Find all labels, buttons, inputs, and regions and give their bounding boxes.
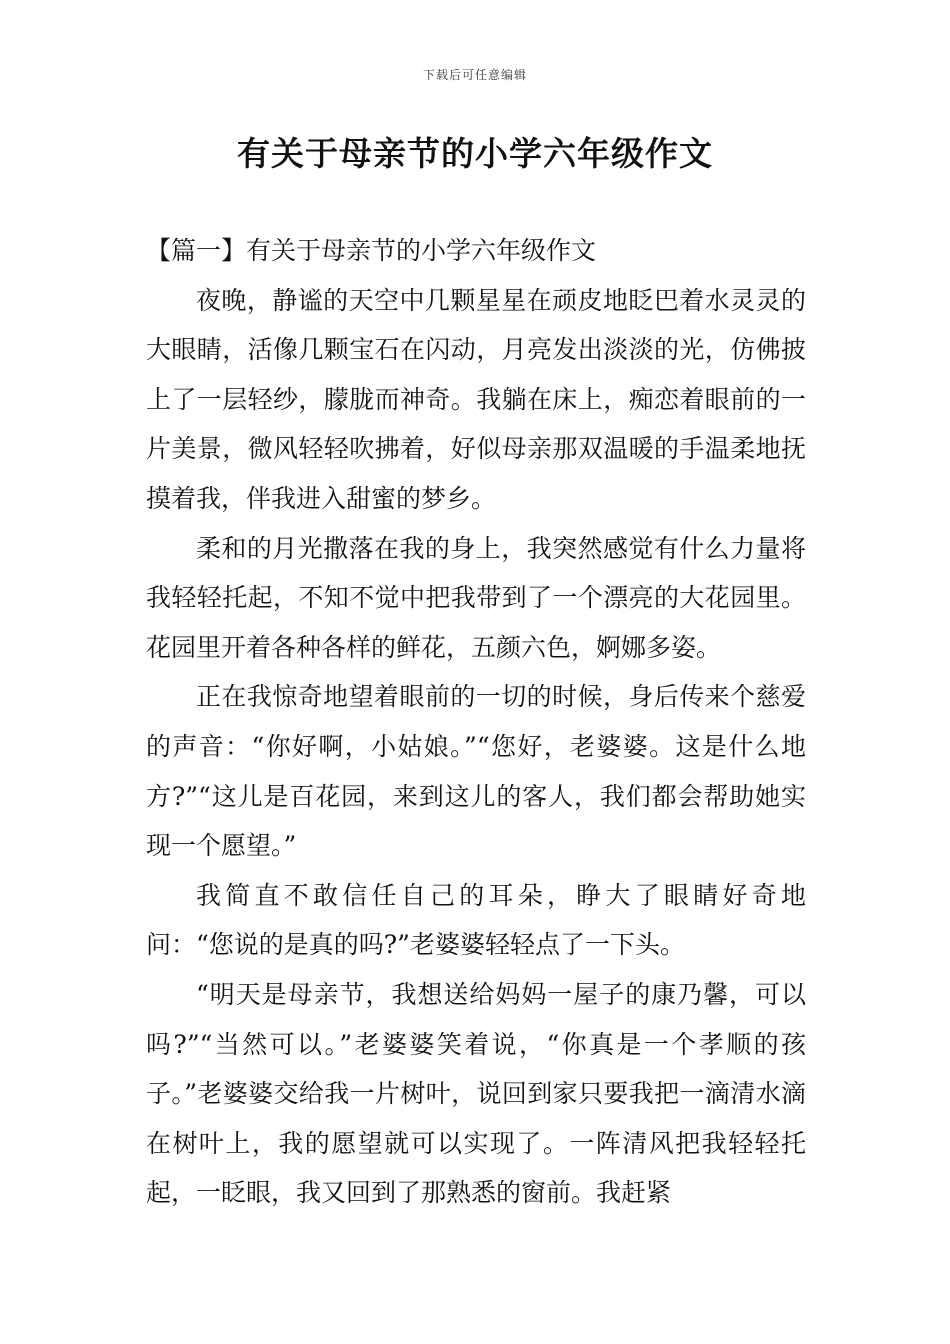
paragraph-4: 我简直不敢信任自己的耳朵，睁大了眼睛好奇地问：“您说的是真的吗?”老婆婆轻轻点了一下头。 — [146, 880, 806, 960]
section-heading: 【篇一】有关于母亲节的小学六年级作文 — [146, 236, 597, 265]
document-title: 有关于母亲节的小学六年级作文 — [237, 134, 713, 173]
paragraph-2: 柔和的月光撒落在我的身上，我突然感觉有什么力量将我轻轻托起，不知不觉中把我带到了一个漂亮的大花园里。花园里开着各种各样的鲜花，五颜六色，婀娜多姿。 — [146, 533, 806, 662]
document-body — [146, 226, 806, 1218]
paragraph-1: 夜晚，静谧的天空中几颗星星在顽皮地眨巴着水灵灵的大眼睛，活像几颗宝石在闪动，月亮发出淡淡的光，仿佛披上了一层轻纱，朦胧而神奇。我躺在床上，痴恋着眼前的一片美景，微风轻轻吹拂着，好似母亲那双温暖的手温柔地抚摸着我，伴我进入甜蜜的梦乡。 — [146, 285, 806, 513]
paragraph-3: 正在我惊奇地望着眼前的一切的时候，身后传来个慈爱的声音：“你好啊，小姑娘。”“您好，老婆婆。这是什么地方?”“这儿是百花园，来到这儿的客人，我们都会帮助她实现一个愿望。” — [146, 682, 806, 861]
paragraph-5: “明天是母亲节，我想送给妈妈一屋子的康乃馨，可以吗?”“当然可以。”老婆婆笑着说，“你真是一个孝顺的孩子。”老婆婆交给我一片树叶，说回到家只要我把一滴清水滴在树叶上，我的愿望就可以实现了。一阵清风把我轻轻托起，一眨眼，我又回到了那熟悉的窗前。我赶紧 — [146, 979, 806, 1208]
header-note: 下载后可任意编辑 — [422, 68, 527, 82]
